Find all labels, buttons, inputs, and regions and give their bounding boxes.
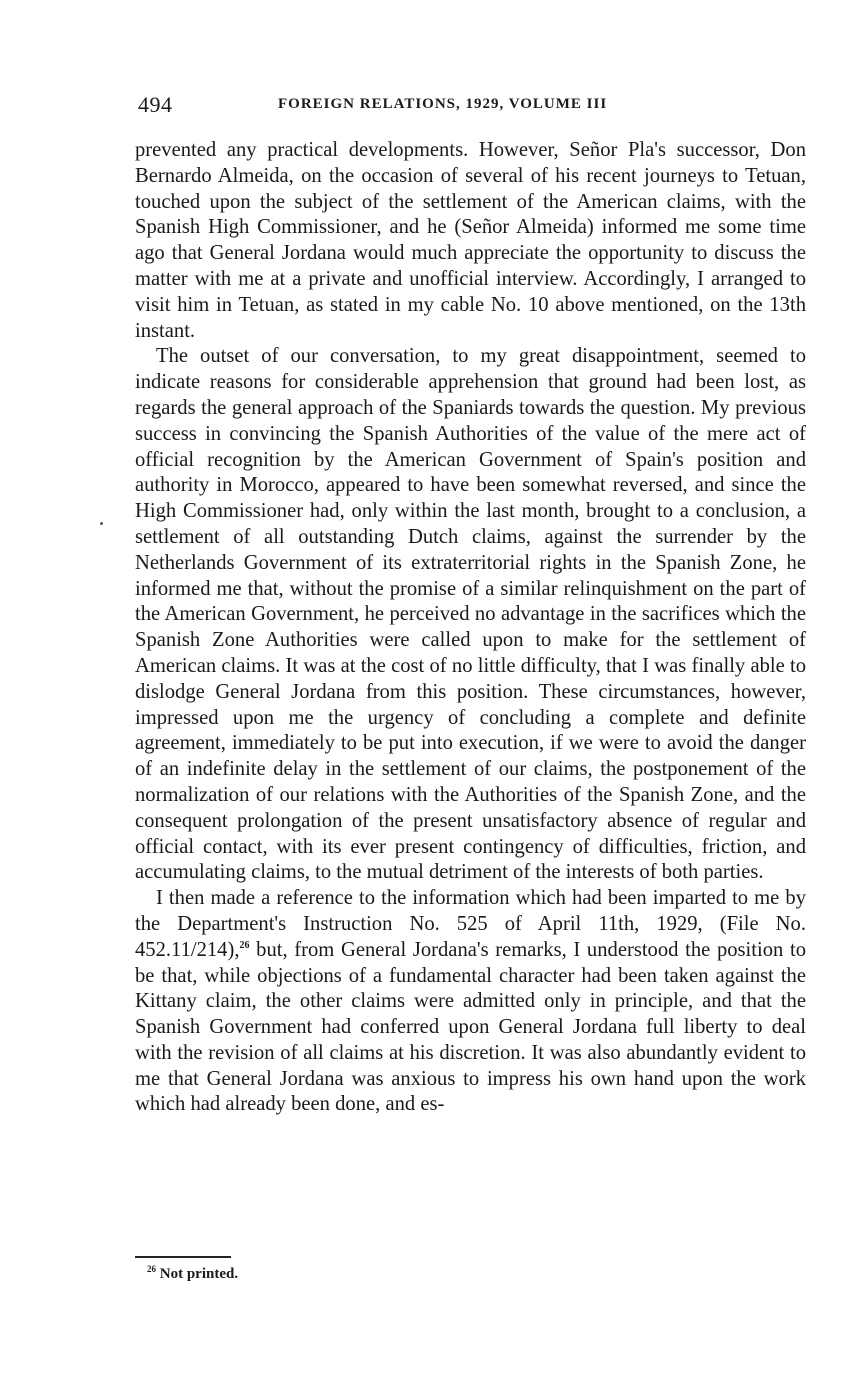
paragraph-1: prevented any practical developments. However, Señor Pla's successor, Don Bernardo Almeida, on the occasion of several of his recent journeys to Tetuan, touched upon the subject of the settlement of the American claims, with the Spanish High Commissioner, and he (Señor Almeida) informed me some time ago that General Jordana would much appreciate the opportunity to discuss the matter with me at a private and unofficial interview. Accordingly, I arranged to visit him in Tetuan, as stated in my cable No. 10 above mentioned, on the 13th instant. [135, 139, 806, 342]
running-header [138, 92, 808, 122]
paragraph-2: The outset of our conversation, to my great disappointment, seemed to indicate reasons for considerable apprehension that ground had been lost, as regards the general approach of the Spaniards towards the question. My previous success in convincing the Spanish Authorities of the value of the mere act of official recognition by the American Government of Spain's position and authority in Morocco, appeared to have been somewhat reversed, and since the High Commissioner had, only within the last month, brought to a conclusion, a settlement of all outstanding Dutch claims, against the surrender by the Netherlands Government of its extraterritorial rights in the Spanish Zone, he informed me that, without the promise of a similar relinquishment on the part of the American Government, he perceived no advantage in the sacrifices which the Spanish Zone Authorities were called upon to make for the settlement of American claims. It was at the cost of no little difficulty, that I was finally able to dislodge General Jordana from this position. These circumstances, however, impressed upon me the urgency of concluding a complete and definite agreement, immediately to be put into execution, if we were to avoid the danger of an indefinite delay in the settlement of our claims, the postponement of the normalization of our relations with the Authorities of the Spanish Zone, and the consequent prolongation of the present unsatisfactory absence of regular and official contact, with its ever present contingency of difficulties, friction, and accumulating claims, to the mutual detriment of the interests of both parties. [135, 345, 806, 884]
paragraph-3 [135, 886, 806, 1118]
stray-mark [100, 522, 103, 525]
footnote [147, 1266, 238, 1283]
paragraph-3-part-2: but, from General Jordana's remarks, I understood the position to be that, while objections of a fundamental character had been taken against the Kittany claim, the other claims were admitted only in principle, and that the Spanish Government had conferred upon General Jordana full liberty to deal with the revision of all claims at his discretion. It was also abundantly evident to me that General Jordana was anxious to impress his own hand upon the work which had already been done, and es- [135, 938, 806, 1116]
body-text [135, 138, 806, 1118]
page-number: 494 [138, 92, 173, 117]
footnote-number: 26 [147, 1264, 156, 1274]
footnote-text: Not printed. [159, 1266, 239, 1282]
running-title: FOREIGN RELATIONS, 1929, VOLUME III [278, 96, 608, 112]
footnote-divider [135, 1256, 231, 1258]
paragraph-3-part-1: I then made a reference to the information which had been imparted to me by the Department's Instruction No. 525 of April 11th, 1929, (File No. 452.11/214), [135, 887, 806, 961]
footnote-reference[interactable]: 26 [239, 939, 250, 951]
